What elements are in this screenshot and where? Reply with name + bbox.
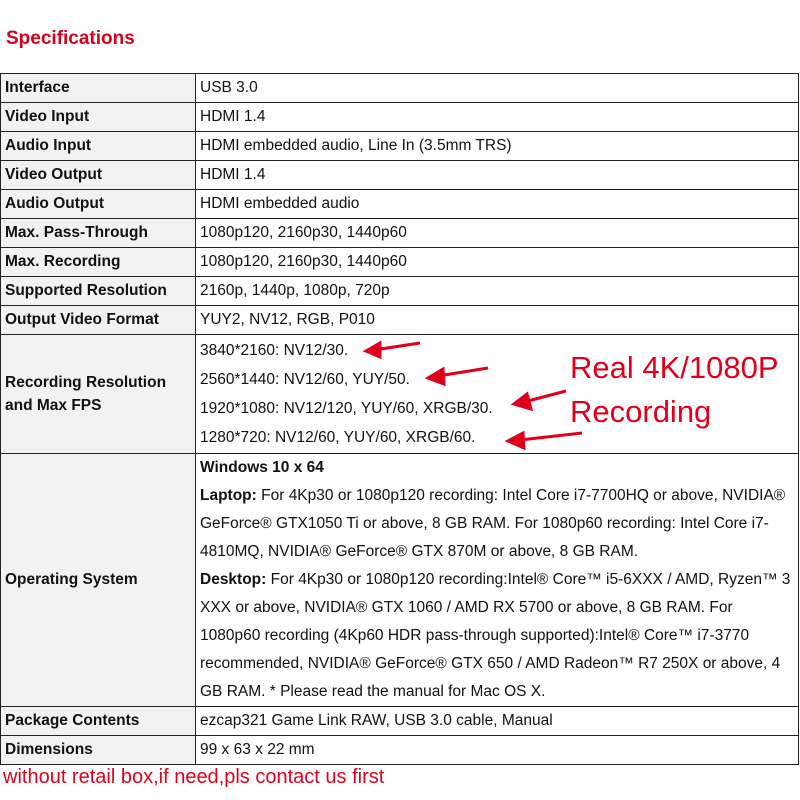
recording-label (1, 335, 196, 454)
recording-line: 1920*1080: NV12/120, YUY/60, XRGB/30. (200, 400, 493, 417)
row-label: Audio Output (1, 190, 196, 219)
footer-note: without retail box,if need,pls contact us first (3, 766, 385, 788)
recording-line: 1280*720: NV12/60, YUY/60, XRGB/60. (200, 429, 476, 446)
os-desktop-label: Desktop: (200, 571, 267, 588)
table-row (1, 132, 799, 161)
recording-label-line1: Recording Resolution (5, 374, 167, 391)
row-value: YUY2, NV12, RGB, P010 (196, 306, 799, 335)
row-label: Video Output (1, 161, 196, 190)
recording-label-line2: and Max FPS (5, 397, 102, 414)
table-row (1, 277, 799, 306)
overlay-line1: Real 4K/1080P (570, 350, 779, 385)
os-laptop-label: Laptop: (200, 487, 257, 504)
row-value: HDMI embedded audio, Line In (3.5mm TRS) (196, 132, 799, 161)
overlay-line2: Recording (570, 394, 712, 429)
row-value: HDMI 1.4 (196, 161, 799, 190)
recording-line: 3840*2160: NV12/30. (200, 342, 349, 359)
row-label: Video Input (1, 103, 196, 132)
row-value: 1080p120, 2160p30, 1440p60 (196, 248, 799, 277)
row-value: USB 3.0 (196, 74, 799, 103)
table-row (1, 707, 799, 736)
os-values (196, 454, 799, 707)
row-label: Interface (1, 74, 196, 103)
table-row (1, 190, 799, 219)
row-value: HDMI embedded audio (196, 190, 799, 219)
os-label: Operating System (1, 454, 196, 707)
row-label: Supported Resolution (1, 277, 196, 306)
row-label: Output Video Format (1, 306, 196, 335)
table-row (1, 103, 799, 132)
os-laptop-text: For 4Kp30 or 1080p120 recording: Intel Core i7-7700HQ or above, NVIDIA® GeForce® GTX1050 Ti or above, 8 GB RAM. For 1080p60 recording: Intel Core i7-4810MQ, NVIDIA® GeForce® GTX 870M or above, 8 GB RAM. (200, 487, 786, 560)
row-value: 2160p, 1440p, 1080p, 720p (196, 277, 799, 306)
table-row (1, 74, 799, 103)
page-title: Specifications (6, 28, 135, 49)
recording-line: 2560*1440: NV12/60, YUY/50. (200, 371, 410, 388)
table-row (1, 161, 799, 190)
os-desktop-text: For 4Kp30 or 1080p120 recording:Intel® Core™ i5-6XXX / AMD, Ryzen™ 3 XXX or above, NVIDIA® GTX 1060 / AMD RX 5700 or above, 8 GB RAM. For 1080p60 recording (4Kp60 HDR pass-through supported):Intel® Core™ i7-3770 recommended, NVIDIA® GeForce® GTX 650 / AMD Radeon™ R7 250X or above, 4 GB RAM. * Please read the manual for Mac OS X. (200, 571, 791, 700)
os-row (1, 454, 799, 707)
row-value: 1080p120, 2160p30, 1440p60 (196, 219, 799, 248)
table-row (1, 248, 799, 277)
row-value: HDMI 1.4 (196, 103, 799, 132)
os-desktop (200, 566, 794, 706)
row-label: Package Contents (1, 707, 196, 736)
row-value: ezcap321 Game Link RAW, USB 3.0 cable, Manual (196, 707, 799, 736)
table-row (1, 736, 799, 765)
table-row (1, 306, 799, 335)
row-label: Max. Pass-Through (1, 219, 196, 248)
row-label: Max. Recording (1, 248, 196, 277)
row-label: Dimensions (1, 736, 196, 765)
row-value: 99 x 63 x 22 mm (196, 736, 799, 765)
os-laptop (200, 482, 794, 566)
os-heading: Windows 10 x 64 (200, 459, 324, 476)
row-label: Audio Input (1, 132, 196, 161)
table-row (1, 219, 799, 248)
